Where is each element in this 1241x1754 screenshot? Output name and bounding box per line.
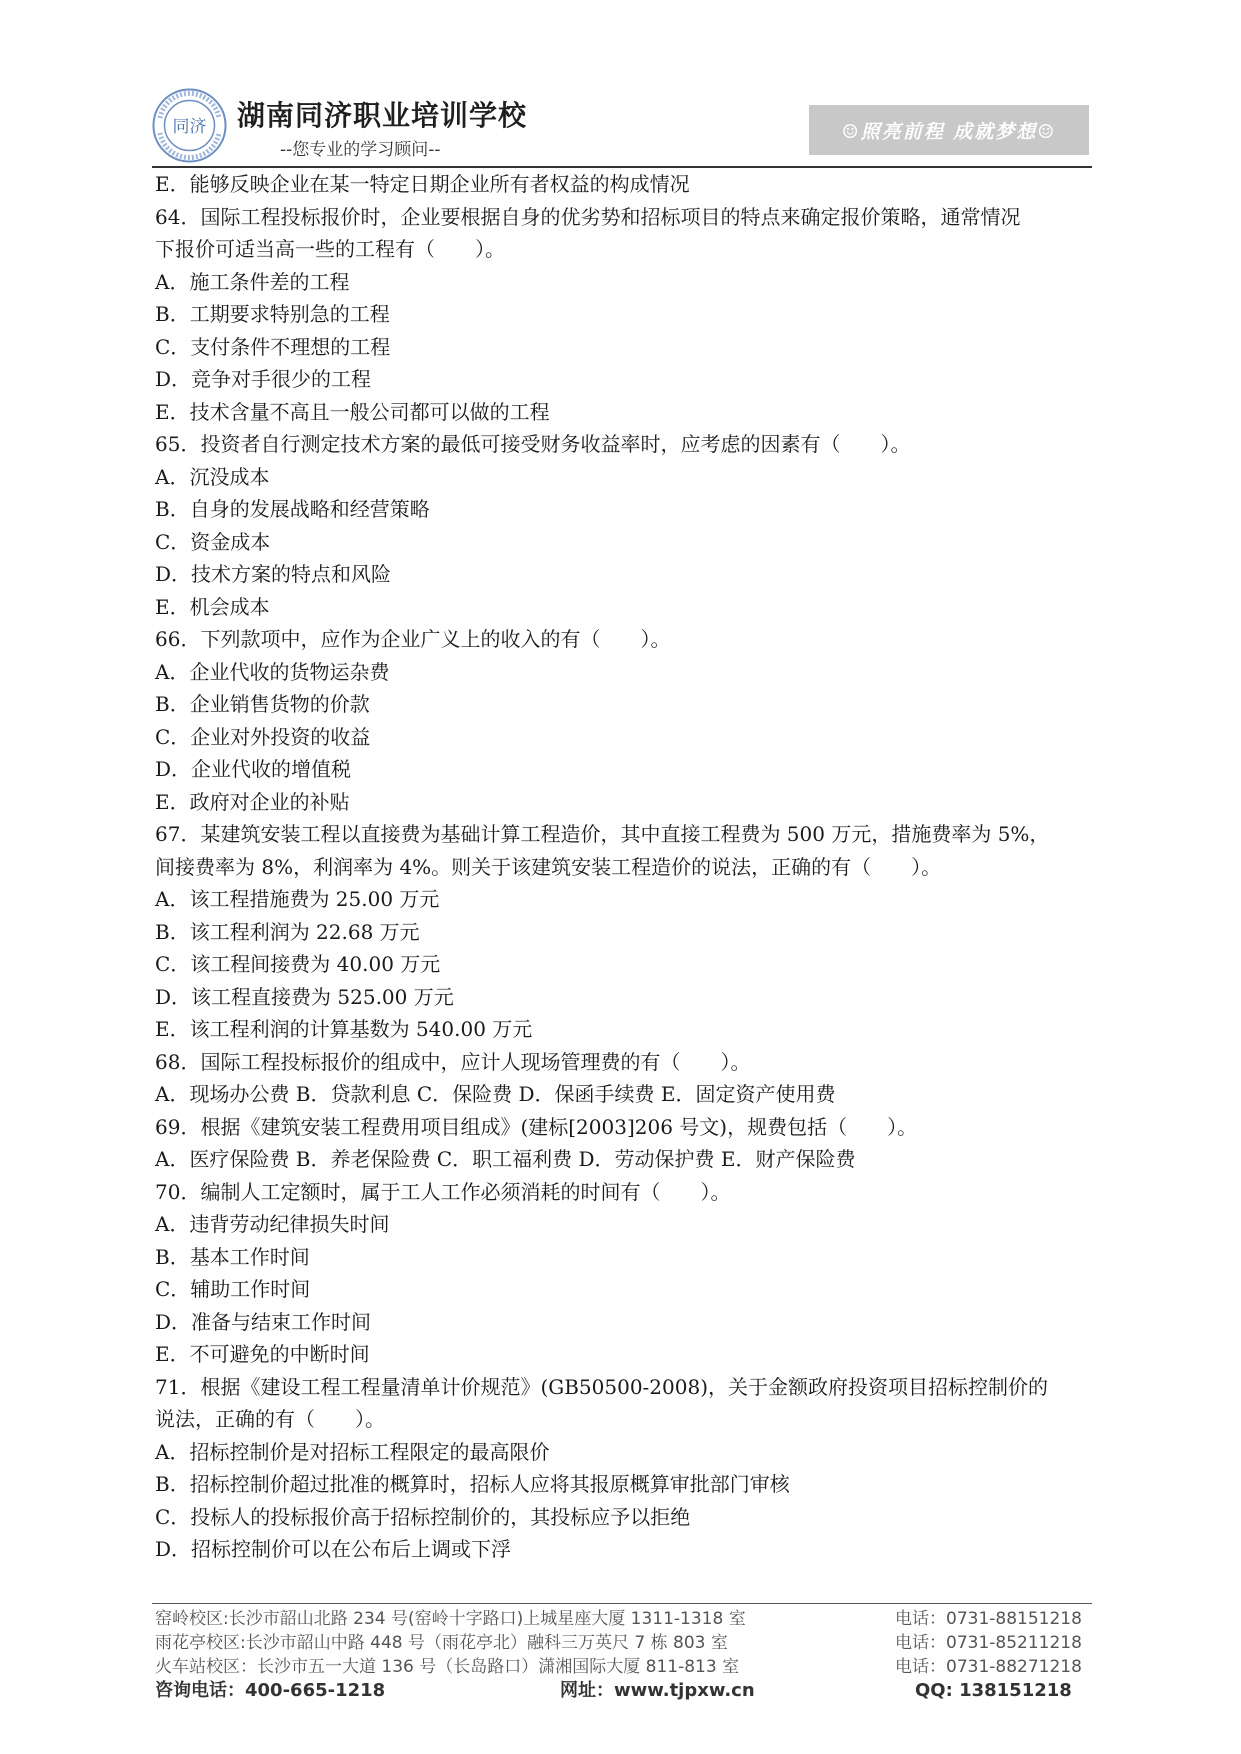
campus-address: 雨花亭校区:长沙市韶山中路 448 号（雨花亭北）融科三万英尺 7 栋 803 室 [155,1633,728,1653]
website-link[interactable]: 网址：www.tjpxw.cn [560,1680,755,1701]
text-line: B．工期要求特别急的工程 [155,302,390,326]
text-line: B．招标控制价超过批准的概算时，招标人应将其报原概算审批部门审核 [155,1472,790,1496]
text-line: A．招标控制价是对招标工程限定的最高限价 [155,1439,550,1464]
text-line: A．该工程措施费为 25.00 万元 [155,887,440,911]
text-line: E．能够反映企业在某一特定日期企业所有者权益的构成情况 [155,172,690,196]
text-line: 下报价可适当高一些的工程有（ ）。 [155,237,505,261]
text-line: E．该工程利润的计算基数为 540.00 万元 [155,1017,533,1041]
campus-address: 火车站校区：长沙市五一大道 136 号（长岛路口）潇湘国际大厦 811-813 室 [155,1657,740,1677]
school-name: 湖南同济职业培训学校 [237,99,528,132]
text-line: C．资金成本 [155,529,271,554]
text-line: 说法，正确的有（ ）。 [155,1407,385,1431]
campus-phone: 电话：0731-85211218 [895,1633,1082,1653]
text-line: A．沉没成本 [155,464,270,489]
text-line: E．不可避免的中断时间 [155,1342,370,1366]
logo-text: 同济 [172,117,207,137]
text-line: E．政府对企业的补贴 [155,789,350,814]
text-line: D．企业代收的增值税 [155,757,352,781]
text-line: 67．某建筑安装工程以直接费为基础计算工程造价，其中直接工程费为 500 万元，措施费率为 5%， [155,822,1050,846]
contact-row [155,1679,1095,1703]
motto-banner: ☺照亮前程 成就梦想☺ [809,105,1089,155]
text-line: A．医疗保险费 B．养老保险费 C．职工福利费 D．劳动保护费 E．财产保险费 [155,1147,856,1171]
campus-row [155,1607,1095,1631]
question-body [155,168,1095,1566]
text-line: B．该工程利润为 22.68 万元 [155,919,420,944]
campus-row [155,1631,1095,1655]
school-slogan: --您专业的学习顾问-- [280,140,441,160]
text-line: C．辅助工作时间 [155,1277,311,1301]
text-line: D．技术方案的特点和风险 [155,562,392,586]
footer-divider [152,1603,1092,1604]
text-line: 66．下列款项中，应作为企业广义上的收入的有（ ）。 [155,627,671,651]
campus-phone: 电话：0731-88271218 [895,1657,1082,1677]
text-line: A．企业代收的货物运杂费 [155,659,390,684]
text-line: D．招标控制价可以在公布后上调或下浮 [155,1537,512,1561]
text-line: 64．国际工程投标报价时，企业要根据自身的优劣势和招标项目的特点来确定报价策略，通常情况 [155,204,1021,229]
text-line: A．现场办公费 B．贷款利息 C．保险费 D．保函手续费 E．固定资产使用费 [155,1082,836,1106]
text-line: 65．投资者自行测定技术方案的最低可接受财务收益率时，应考虑的因素有（ ）。 [155,432,911,456]
text-line: B．企业销售货物的价款 [155,692,370,716]
school-logo [152,88,227,163]
text-line: D．准备与结束工作时间 [155,1309,372,1334]
campus-row [155,1655,1095,1679]
text-line: 68．国际工程投标报价的组成中，应计人现场管理费的有（ ）。 [155,1049,751,1074]
text-line: D．该工程直接费为 525.00 万元 [155,984,454,1009]
text-line: E．机会成本 [155,594,270,619]
text-line: B．自身的发展战略和经营策略 [155,497,430,521]
text-line: C．投标人的投标报价高于招标控制价的，其投标应予以拒绝 [155,1504,691,1529]
text-line: 69．根据《建筑安装工程费用项目组成》(建标[2003]206 号文)，规费包括（ ）。 [155,1114,918,1139]
text-line: E．技术含量不高且一般公司都可以做的工程 [155,399,550,424]
text-line: A．违背劳动纪律损失时间 [155,1212,390,1236]
text-line: C．该工程间接费为 40.00 万元 [155,952,441,976]
text-line: D．竞争对手很少的工程 [155,367,372,391]
text-line: B．基本工作时间 [155,1244,310,1269]
text-line: 71．根据《建设工程工程量清单计价规范》(GB50500-2008)，关于金额政府投资项目招标控制价的 [155,1374,1049,1399]
text-line: C．支付条件不理想的工程 [155,334,391,359]
hotline: 咨询电话：400-665-1218 [155,1680,386,1701]
page-footer [155,1607,1095,1703]
text-line: A．施工条件差的工程 [155,269,350,294]
campus-phone: 电话：0731-88151218 [895,1609,1082,1629]
text-line: 间接费率为 8%，利润率为 4%。则关于该建筑安装工程造价的说法，正确的有（ ）。 [155,854,942,879]
text-line: C．企业对外投资的收益 [155,724,371,749]
qq-number: QQ: 138151218 [915,1680,1072,1701]
campus-address: 窑岭校区:长沙市韶山北路 234 号(窑岭十字路口)上城星座大厦 1311-1318 室 [155,1609,746,1629]
page-header [152,88,1092,168]
text-line: 70．编制人工定额时，属于工人工作必须消耗的时间有（ ）。 [155,1179,731,1204]
